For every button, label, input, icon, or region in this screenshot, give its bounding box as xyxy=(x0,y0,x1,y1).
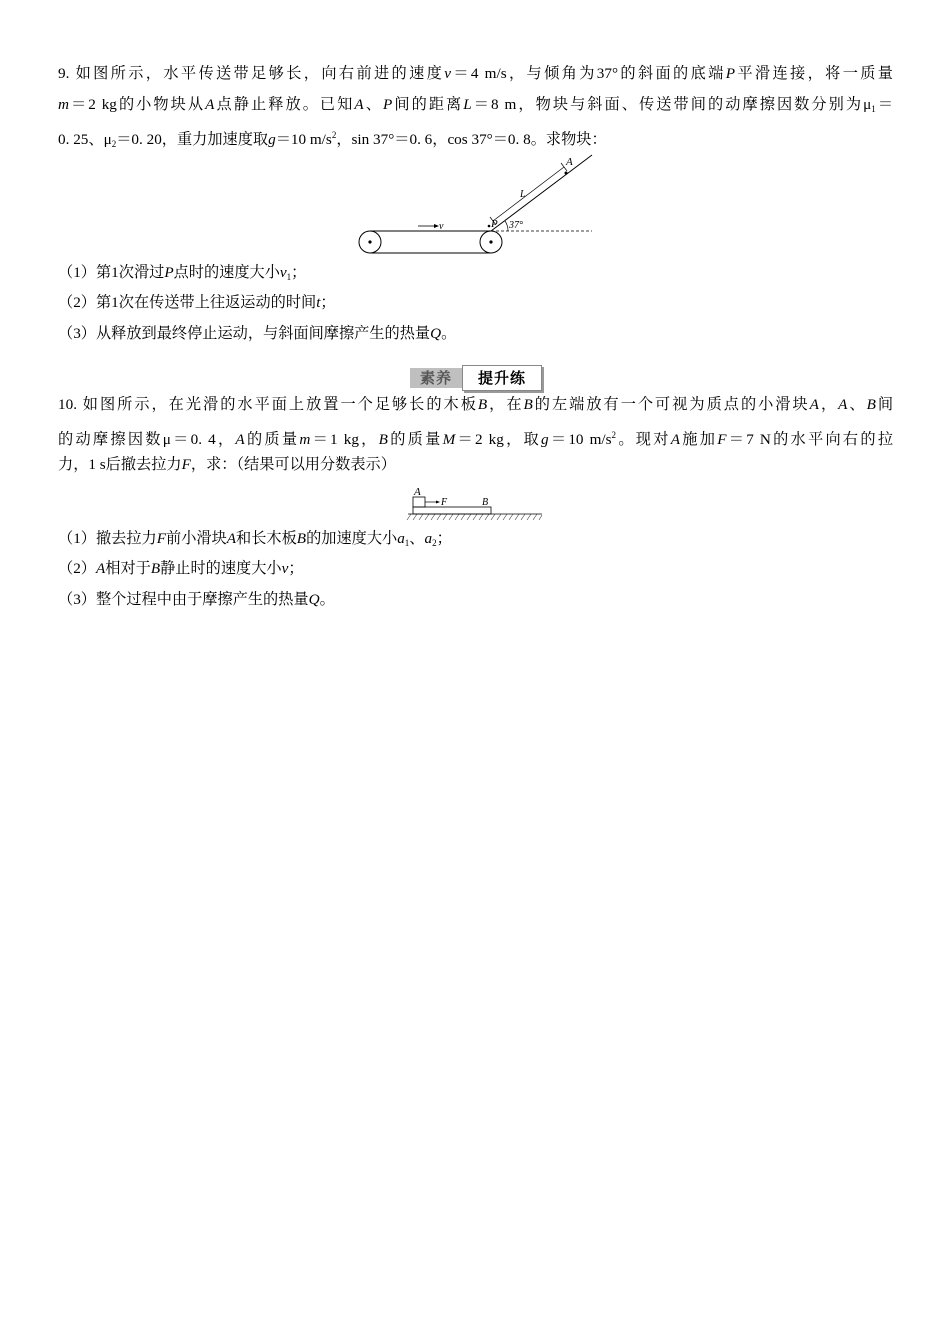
q9-line-3: 0. 25、$\mu_2=0$. 20，重力加速度取g＝10 $m/s^2$，sin 37°＝0. 6，cos 37°＝0. 8。求物块： xyxy=(58,130,607,149)
point-P xyxy=(488,225,491,228)
q9-line-1: 9. 如图所示，水平传送带足够长，向右前进的速度v＝4 m/s，与倾角为37°的斜面的底端P平滑连接，将一质量 xyxy=(58,65,893,82)
q10-label-B: B xyxy=(482,497,489,508)
q10-line-1: 10. 如图所示，在光滑的水平面上放置一个足够长的木板B，在B的左端放有一个可视为质点的小滑块A，A、B间 xyxy=(58,396,894,413)
q10-part-3: （3）整个过程中由于摩擦产生的热量Q。 xyxy=(58,591,335,608)
q9-label-L: L xyxy=(520,189,526,200)
q10-line-3: 力，1 s后撤去拉力F，求：（结果可以用分数表示） xyxy=(58,456,396,473)
banner-right-label: 提升练 xyxy=(462,365,542,391)
q9-label-A: A xyxy=(566,156,573,168)
q9-label-P: P xyxy=(491,218,498,230)
q10-line-2: 的动摩擦因数μ＝0. 4，A的质量m＝1 kg，B的质量M＝2 kg，取g＝10 $m/s^2$。现对A施加F＝7 N的水平向右的拉 xyxy=(58,430,894,448)
q10-figure xyxy=(405,484,545,524)
ground-hatching xyxy=(407,514,542,520)
block-A xyxy=(413,497,425,507)
q9-figure xyxy=(350,150,600,258)
incline-surface xyxy=(491,155,592,231)
point-A xyxy=(565,172,568,175)
section-banner xyxy=(410,365,542,391)
q10-part-2: （2）A相对于B静止时的速度大小v； xyxy=(58,560,304,577)
q9-label-angle: 37° xyxy=(509,220,523,231)
q9-part-1: （1）第1次滑过P点时的速度大小$v_1$； xyxy=(58,264,307,282)
q9-part-3: （3）从释放到最终停止运动，与斜面间摩擦产生的热量Q。 xyxy=(58,325,457,342)
q10-label-F: F xyxy=(441,497,448,508)
q9-line-2: m＝2 kg的小物块从A点静止释放。已知A、P间的距离L＝8 m，物块与斜面、传送带间的动摩擦因数分别为$\mu_1=$ xyxy=(58,96,894,114)
banner-left-label: 素养 xyxy=(410,368,462,388)
q10-part-1: （1）撤去拉力F前小滑块A和长木板B的加速度大小$a_1$、$a_2$； xyxy=(58,530,452,548)
q9-part-2: （2）第1次在传送带上往返运动的时间t； xyxy=(58,294,336,311)
q10-label-A: A xyxy=(414,486,421,498)
q9-label-v: v xyxy=(439,221,444,232)
board-B xyxy=(413,507,491,514)
length-L-line xyxy=(493,167,564,221)
